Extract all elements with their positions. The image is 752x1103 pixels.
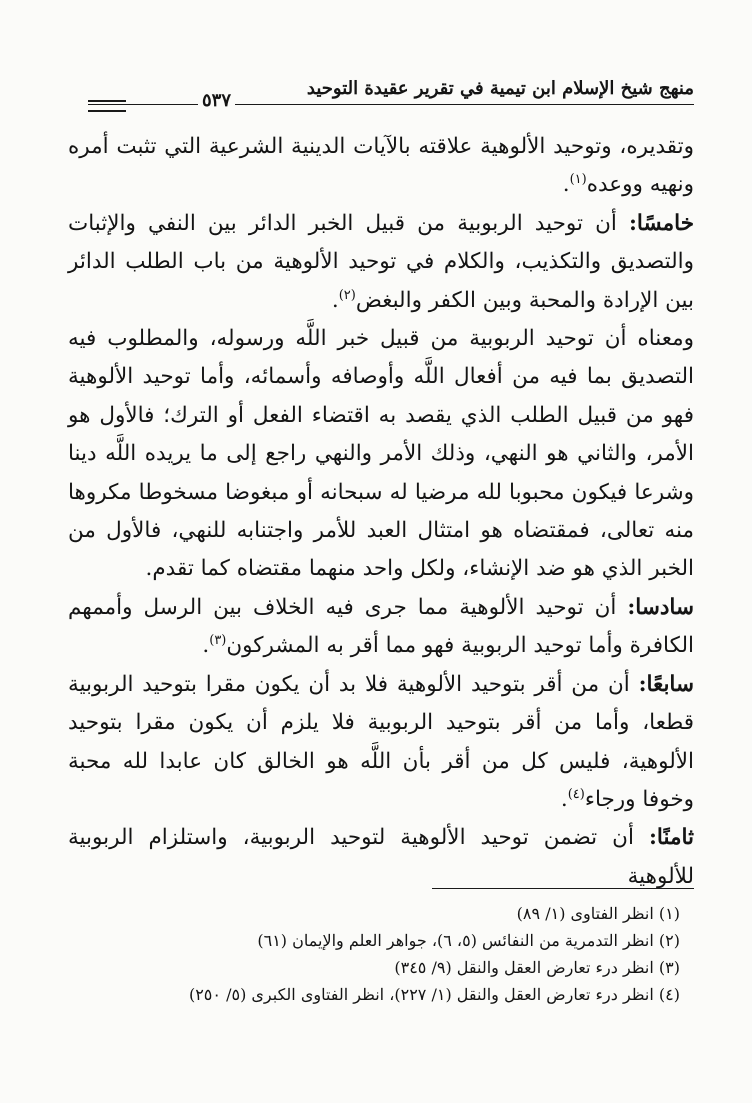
footnote-1: (١) انظر الفتاوى (١/ ٨٩) [516, 904, 680, 923]
running-title: منهج شيخ الإسلام ابن تيمية في تقرير عقيدة التوحيد [306, 78, 694, 99]
footnote-3: (٣) انظر درء تعارض العقل والنقل (٩/ ٣٤٥) [394, 958, 680, 977]
paragraph-8th [68, 819, 694, 896]
footnote-4: (٤) انظر درء تعارض العقل والنقل (١/ ٢٢٧)، انظر الفتاوى الكبرى (٥/ ٢٥٠) [188, 985, 680, 1004]
label-seventh: سابعًا: [638, 671, 694, 697]
paragraph-5th-text: أن توحيد الربوبية من قبيل الخبر الدائر بين النفي والإثبات والتصديق والتكذيب، والكلام في توحيد الألوهية من باب الطلب الدائر بين الإرادة والمحبة وبين الكفر والبغض [68, 210, 694, 313]
label-fifth: خامسًا: [628, 210, 694, 236]
footnotes [80, 900, 680, 1008]
footnote-ref-4[interactable]: (٤) [567, 786, 585, 802]
label-eighth: ثامنًا: [648, 825, 694, 851]
footnote-separator [432, 888, 694, 889]
paragraph-meaning [68, 320, 694, 589]
paragraph-6th: سادسا: أن توحيد الألوهية مما جرى فيه الخلاف بين الرسل وأممهم الكافرة وأما توحيد الربوبية فهو مما أقر به المشركون$^{(٣)}$. [68, 594, 694, 659]
paragraph-7th-text: أن من أقر بتوحيد الألوهية فلا بد أن يكون مقرا بتوحيد الربوبية قطعا، وأما من أقر بتوحيد الربوبية فلا يلزم أن يكون مقرا بتوحيد الألوهية، فليس كل من أقر بأن اللَّه هو الخالق كان عابدا لله محبة وخوفا ورجاء [68, 671, 694, 812]
footnote-ref-1[interactable]: (١) [569, 172, 587, 188]
paragraph-1-text: وتقديره، وتوحيد الألوهية علاقته بالآيات الدينية الشرعية التي تثبت أمره ونهيه ووعده [68, 134, 694, 198]
label-sixth: سادسا: [627, 594, 694, 620]
main-text [68, 128, 694, 896]
paragraph-8th-text: أن تضمن توحيد الألوهية لتوحيد الربوبية، واستلزام الربوبية للألوهية [68, 825, 694, 889]
footnote-2: (٢) انظر التدمرية من النفائس (٥، ٦)، جواهر العلم والإيمان (٦١) [257, 931, 680, 950]
running-header [88, 72, 694, 111]
paragraph-7th: سابعًا: أن من أقر بتوحيد الألوهية فلا بد أن يكون مقرا بتوحيد الربوبية قطعا، وأما من أقر بتوحيد الربوبية فلا يلزم أن يكون مقرا بتوحيد الألوهية، فليس كل من أقر بأن اللَّه هو الخالق كان عابدا لله محبة وخوفا ورجاء$^{(٤)}$. [68, 671, 694, 812]
paragraph-6th-text: أن توحيد الألوهية مما جرى فيه الخلاف بين الرسل وأممهم الكافرة وأما توحيد الربوبية فهو مما أقر به المشركون [68, 594, 694, 659]
paragraph-5th: خامسًا: أن توحيد الربوبية من قبيل الخبر الدائر بين النفي والإثبات والتصديق والتكذيب، والكلام في توحيد الألوهية من باب الطلب الدائر بين الإرادة والمحبة وبين الكفر والبغض$^{(٢)}$. [68, 210, 694, 313]
footnote-ref-2[interactable]: (٢) [338, 287, 356, 303]
page-number: ٥٣٧ [198, 90, 235, 111]
header-rule [88, 104, 694, 105]
header-double-bar [88, 100, 126, 112]
paragraph-meaning-text: ومعناه أن توحيد الربوبية من قبيل خبر اللَّه ورسوله، والمطلوب فيه التصديق بما فيه من أفعال اللَّه وأوصافه وأسمائه، وأما توحيد الألوهية فهو من قبيل الطلب الذي يقصد به اقتضاء الفعل أو الترك؛ فالأول هو الأمر، والثاني هو النهي، وذلك الأمر والنهي راجع إلى ما يريده اللَّه دينا وشرعا فيكون محبوبا لله مرضيا له سبحانه أو مبغوضا مسخوطا مكروها منه تعالى، فمقتضاه هو امتثال العبد للأمر واجتنابه للنهي، فالأول من الخبر الذي هو ضد الإنشاء، ولكل واحد منهما مقتضاه كما تقدم. [68, 326, 694, 582]
footnote-ref-3[interactable]: (٣) [209, 633, 227, 649]
paragraph-1: وتقديره، وتوحيد الألوهية علاقته بالآيات الدينية الشرعية التي تثبت أمره ونهيه ووعده$^{(١)}$. [68, 134, 694, 198]
